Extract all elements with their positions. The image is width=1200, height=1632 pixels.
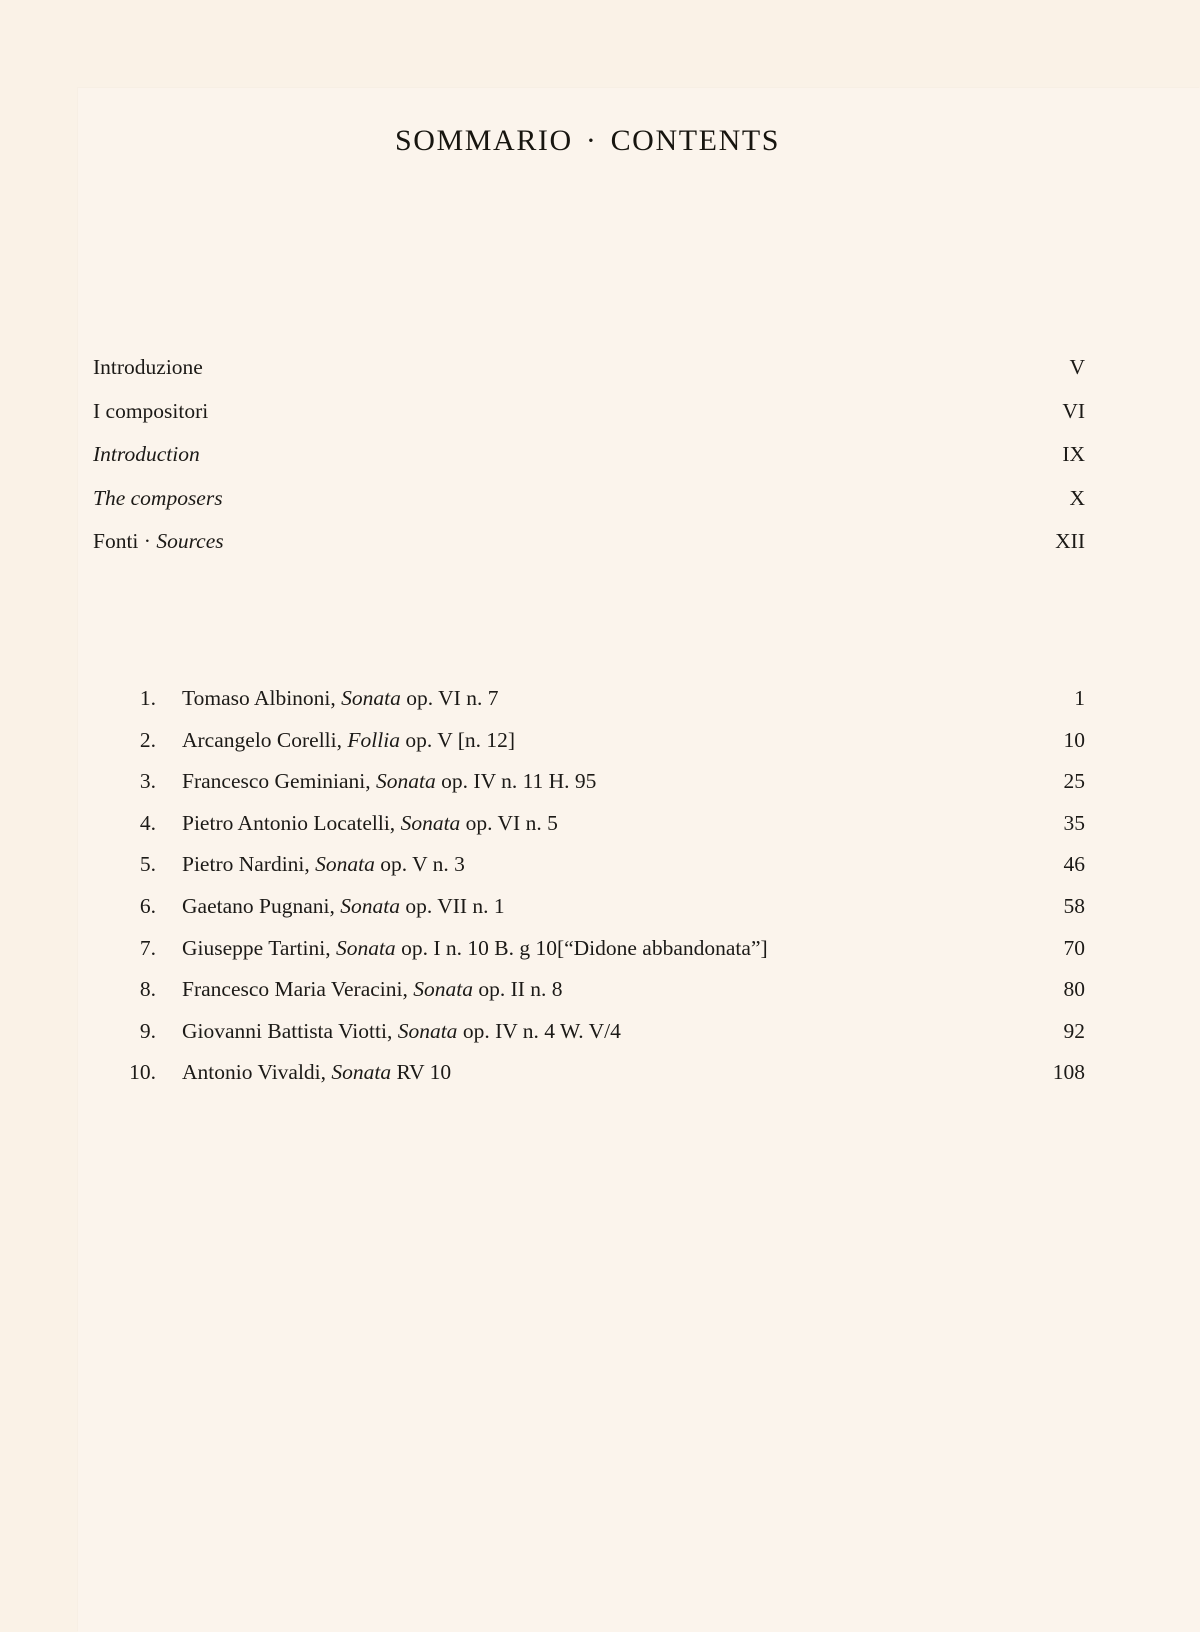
contents-item-number: 1. (139, 686, 156, 710)
front-matter-row[interactable] (93, 520, 1085, 564)
contents-row[interactable] (93, 720, 1085, 762)
work-detail: op. VII n. 1 (399, 893, 505, 918)
contents-row[interactable] (93, 844, 1085, 886)
front-matter-label: The composers (93, 485, 223, 510)
contents-row[interactable] (93, 969, 1085, 1011)
work-detail: op. VI n. 7 (400, 686, 499, 710)
front-matter-list (93, 346, 1085, 564)
work-detail: op. V n. 3 (374, 852, 465, 877)
contents-item-number: 10. (129, 1060, 156, 1085)
contents-item-number: 5. (139, 852, 156, 877)
contents-item-number: 8. (139, 977, 156, 1002)
contents-item-title (182, 928, 768, 970)
front-matter-label: Introduzione (93, 355, 203, 379)
contents-page-number: 35 (1063, 810, 1085, 835)
composer-name: Antonio Vivaldi, (182, 1060, 332, 1085)
composer-name: Francesco Maria Veracini, (182, 977, 414, 1002)
contents-item-title (182, 886, 505, 928)
work-title: Sonata (413, 977, 473, 1002)
composer-name: Giovanni Battista Viotti, (182, 1018, 398, 1043)
work-title: Sonata (400, 810, 461, 835)
contents-row[interactable] (93, 761, 1085, 803)
front-matter-page-number: V (1069, 355, 1085, 379)
contents-item-number: 7. (139, 935, 156, 960)
work-title: Sonata (341, 686, 401, 710)
contents-item-title (182, 1052, 451, 1094)
front-matter-label-part: Sources (156, 529, 224, 553)
work-title: Follia (347, 727, 400, 752)
contents-page-number: 70 (1063, 935, 1085, 960)
front-matter-label: Introduction (93, 442, 200, 466)
contents-page-number: 1 (1074, 686, 1085, 710)
work-detail: RV 10 (391, 1060, 452, 1085)
front-matter-page-number: IX (1062, 442, 1085, 466)
front-matter-row[interactable] (93, 477, 1085, 521)
contents-row[interactable] (93, 928, 1085, 970)
contents-row[interactable] (93, 803, 1085, 845)
contents-item-title (182, 720, 515, 762)
contents-item-title (182, 969, 563, 1011)
contents-page-number: 46 (1063, 852, 1085, 877)
page-title: SOMMARIO · CONTENTS (394, 124, 781, 158)
front-matter-row[interactable] (93, 433, 1085, 477)
contents-page-number: 58 (1063, 893, 1085, 918)
contents-page-number: 25 (1063, 769, 1085, 794)
contents-row[interactable] (93, 1011, 1085, 1053)
work-title: Sonata (376, 769, 436, 794)
contents-item-title (182, 678, 498, 720)
front-matter-page-number: X (1069, 485, 1085, 510)
contents-page-number: 108 (1052, 1060, 1085, 1085)
work-title: Sonata (315, 852, 375, 877)
work-detail: op. IV n. 11 H. 95 (435, 769, 597, 794)
composer-name: Giuseppe Tartini, (182, 935, 336, 960)
work-title: Sonata (335, 935, 396, 960)
work-title: Sonata (331, 1060, 392, 1085)
work-detail: op. I n. 10 B. g 10[“Didone abbandonata”] (395, 935, 768, 960)
contents-row[interactable] (93, 1052, 1085, 1094)
contents-list (93, 678, 1085, 1094)
contents-item-number: 6. (139, 893, 156, 918)
composer-name: Pietro Antonio Locatelli, (182, 810, 401, 835)
front-matter-label-part: Fonti · (93, 529, 157, 553)
work-detail: op. IV n. 4 W. V/4 (457, 1018, 621, 1043)
front-matter-page-number: VI (1062, 398, 1085, 423)
work-detail: op. II n. 8 (472, 977, 563, 1002)
front-matter-label: I compositori (93, 398, 209, 423)
contents-item-number: 2. (139, 727, 156, 752)
composer-name: Arcangelo Corelli, (182, 727, 348, 752)
contents-item-title (182, 1011, 621, 1053)
composer-name: Francesco Geminiani, (182, 769, 377, 794)
contents-page-number: 92 (1063, 1018, 1085, 1043)
work-detail: op. VI n. 5 (460, 810, 558, 835)
composer-name: Pietro Nardini, (182, 852, 316, 877)
contents-item-number: 3. (139, 769, 156, 794)
contents-item-number: 9. (139, 1018, 156, 1043)
contents-row[interactable] (93, 886, 1085, 928)
work-title: Sonata (340, 893, 400, 918)
contents-item-title (182, 803, 558, 845)
contents-item-title (182, 761, 596, 803)
contents-page-number: 80 (1063, 977, 1085, 1002)
contents-item-title (182, 844, 465, 886)
work-detail: op. V [n. 12] (399, 727, 516, 752)
front-matter-label (93, 520, 224, 564)
contents-item-number: 4. (139, 810, 156, 835)
front-matter-page-number: XII (1055, 529, 1085, 553)
contents-page-number: 10 (1063, 727, 1085, 752)
contents-row[interactable] (93, 678, 1085, 720)
composer-name: Tomaso Albinoni, (182, 686, 342, 710)
work-title: Sonata (397, 1018, 458, 1043)
composer-name: Gaetano Pugnani, (182, 893, 341, 918)
front-matter-row[interactable] (93, 346, 1085, 390)
front-matter-row[interactable] (93, 390, 1085, 434)
